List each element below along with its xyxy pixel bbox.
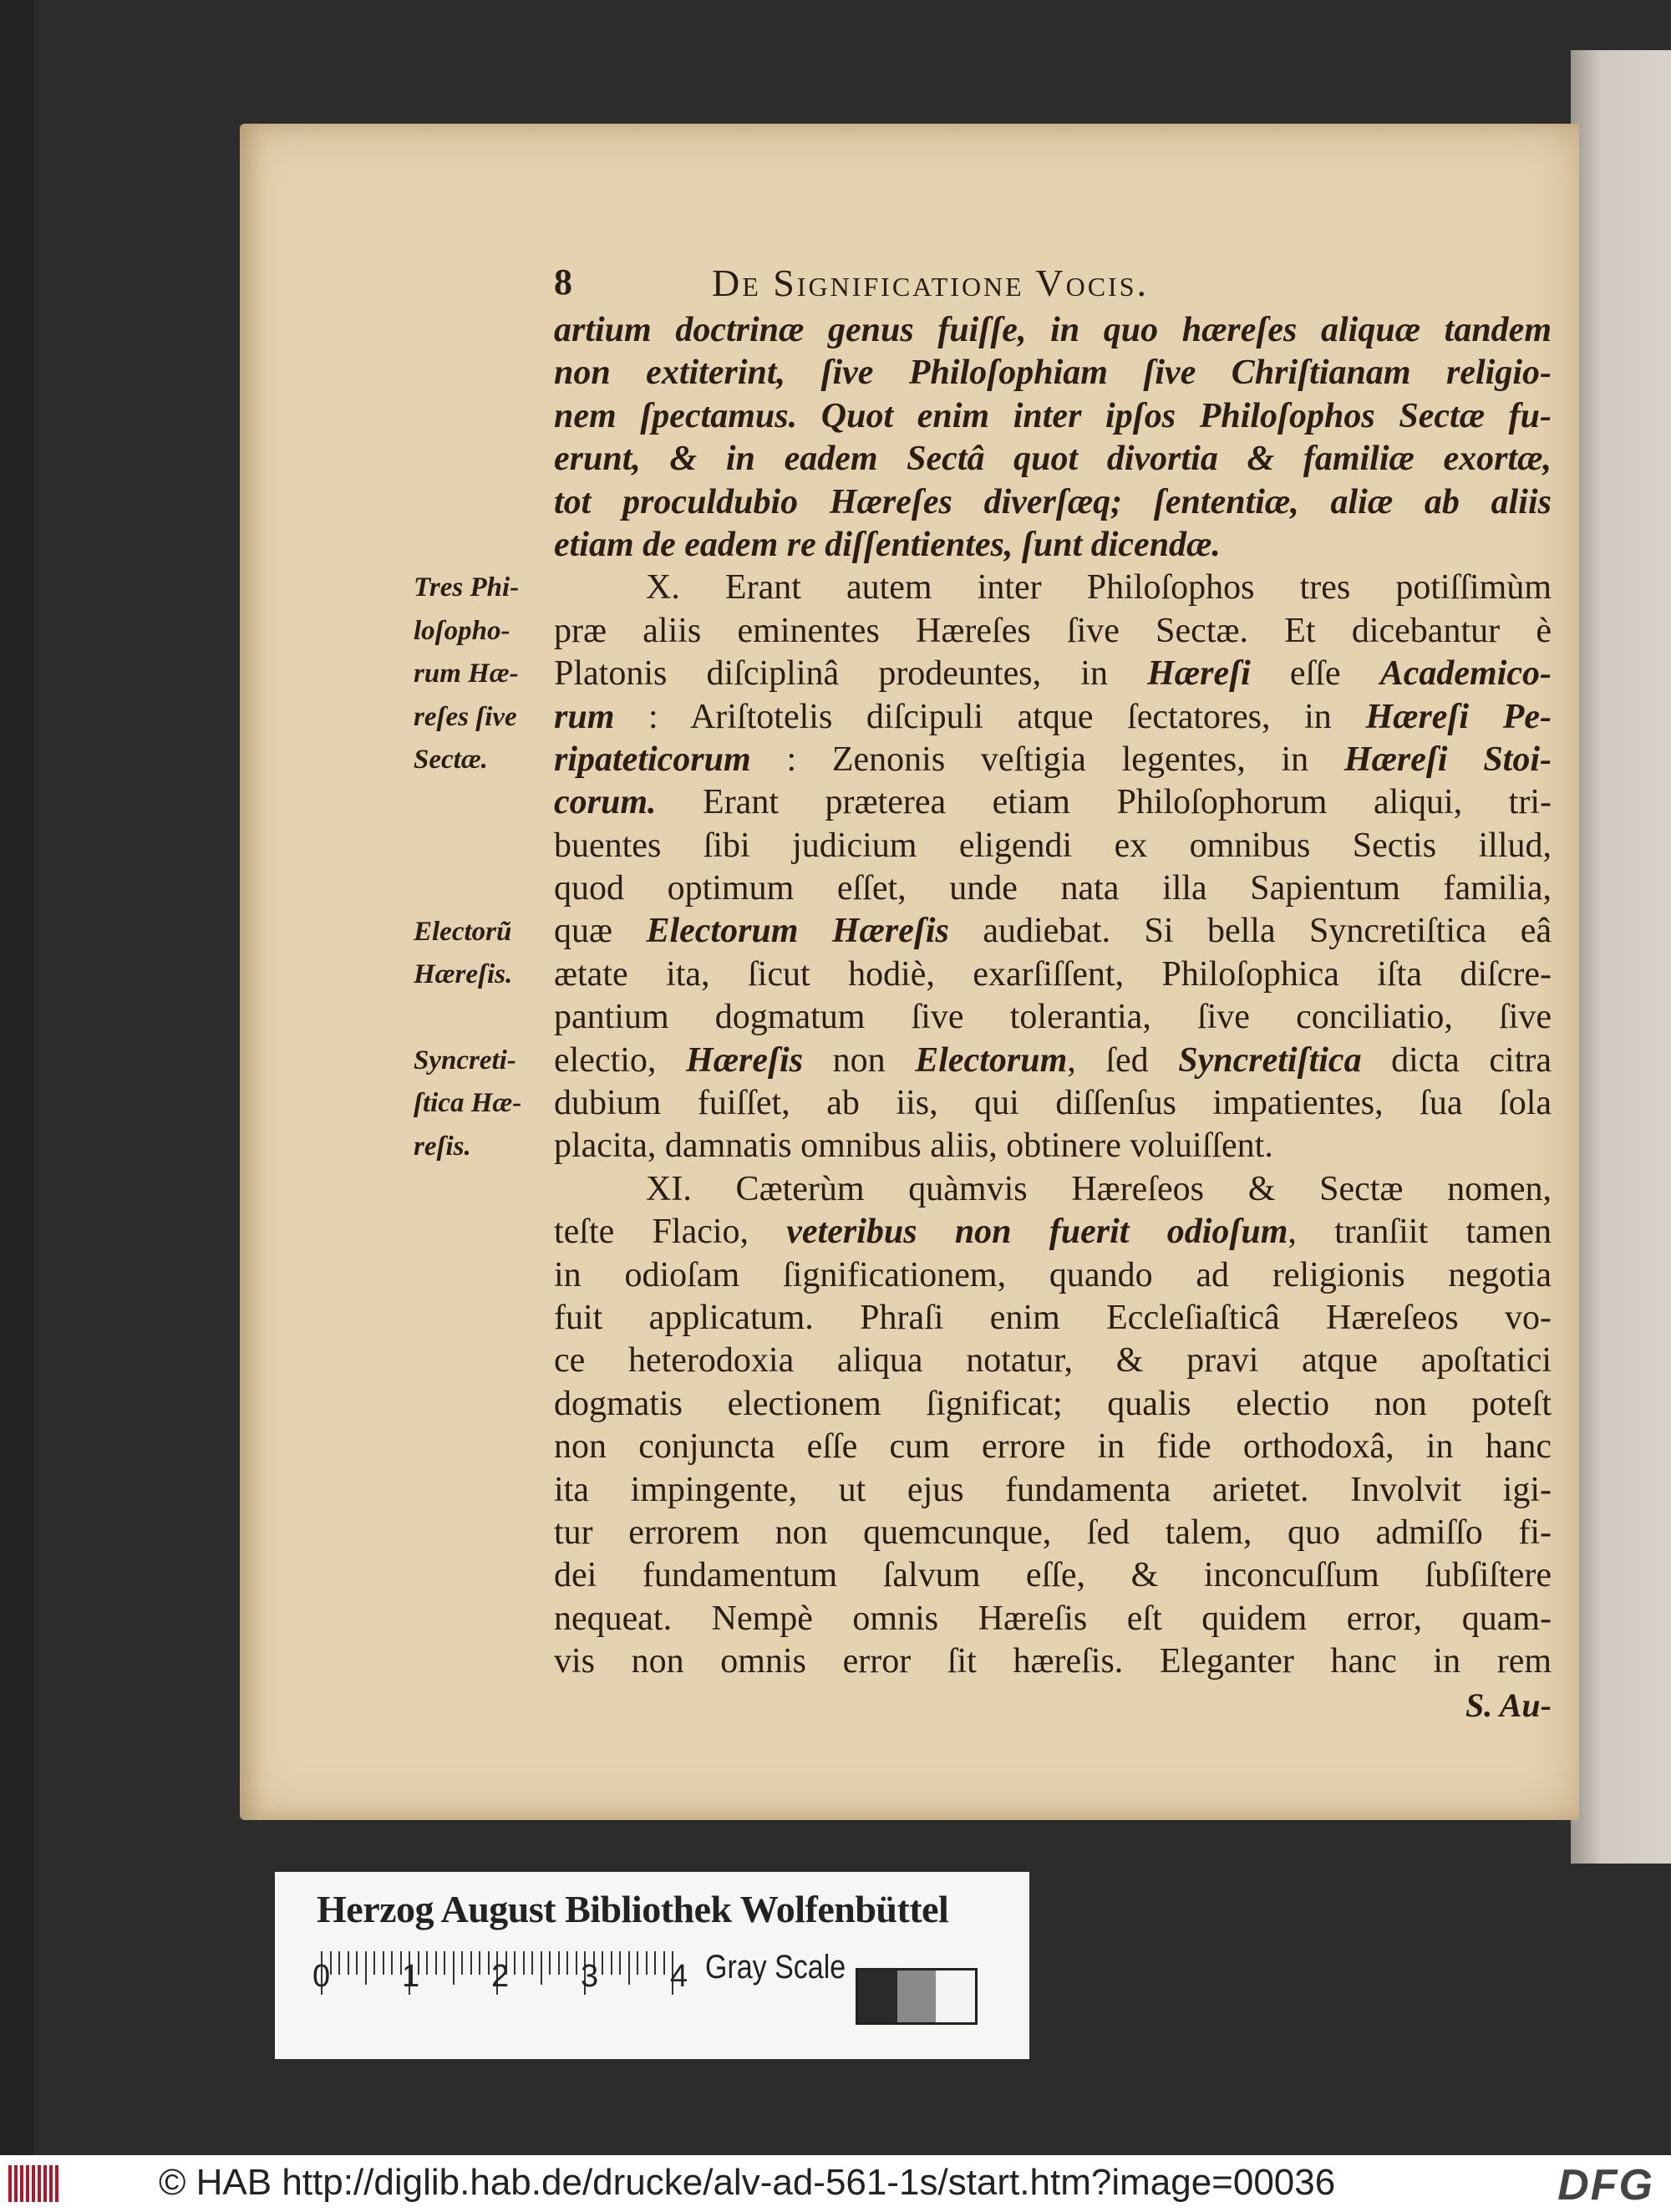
ruler-tick bbox=[663, 1951, 665, 1975]
ruler-tick bbox=[338, 1951, 340, 1975]
roman-text: , ſed bbox=[1067, 1040, 1179, 1080]
italic-text: ripateticorum bbox=[554, 740, 751, 779]
roman-text: teſte Flacio, bbox=[554, 1213, 787, 1252]
roman-text: placita, damnatis omnibus aliis, obtinere voluiſſent. bbox=[554, 1126, 1273, 1166]
margin-note: reſes ſive bbox=[414, 701, 517, 732]
text-line bbox=[554, 739, 1552, 781]
italic-text: nem ſpectamus. Quot enim inter ipſos Philoſophos Sectæ fu- bbox=[554, 396, 1552, 435]
margin-note: Sectæ. bbox=[414, 745, 488, 775]
ruler-tick bbox=[549, 1951, 551, 1975]
roman-text: quod optimum eſſet, unde nata illa Sapientum familia, bbox=[554, 869, 1552, 908]
text-line bbox=[554, 910, 1552, 953]
ruler-number: 3 bbox=[581, 1959, 599, 1994]
text-line bbox=[554, 1254, 1552, 1297]
ruler-tick bbox=[558, 1951, 560, 1975]
ruler-tick bbox=[444, 1951, 445, 1975]
roman-text: dei fundamentum ſalvum eſſe, & inconcuſſum ſubſiſtere bbox=[554, 1556, 1552, 1595]
text-line bbox=[554, 1598, 1552, 1640]
roman-text: quæ bbox=[554, 912, 647, 951]
ruler-tick bbox=[373, 1951, 375, 1975]
text-line bbox=[554, 1082, 1552, 1125]
roman-text: dubium fuiſſet, ab iis, qui diſſenſus impatientes, ſua ſola bbox=[554, 1084, 1552, 1123]
ruler-tick bbox=[383, 1951, 384, 1975]
text-line bbox=[554, 1125, 1552, 1167]
roman-text: in odioſam ſignificationem, quando ad religionis negotia bbox=[554, 1255, 1552, 1294]
italic-text: rum bbox=[554, 697, 615, 736]
scan-background bbox=[0, 0, 33, 2155]
text-line bbox=[554, 1340, 1552, 1382]
text-line bbox=[554, 481, 1552, 524]
ruler-tick bbox=[514, 1951, 516, 1975]
text-line bbox=[554, 1554, 1552, 1597]
italic-text: Hæreſi Stoi- bbox=[1343, 740, 1552, 779]
ruler-tick bbox=[365, 1951, 367, 1985]
ruler-tick bbox=[523, 1951, 525, 1975]
roman-text: Platonis diſciplinâ prodeuntes, in bbox=[554, 654, 1148, 694]
roman-text: fuit applicatum. Phraſi enim Eccleſiaſticâ Hæreſeos vo- bbox=[554, 1298, 1552, 1337]
italic-text: Hæreſi bbox=[1147, 654, 1251, 694]
ruler-tick bbox=[576, 1951, 577, 1975]
italic-text: Hæreſi Pe- bbox=[1365, 697, 1552, 736]
footer-bar bbox=[0, 2155, 1671, 2212]
italic-text: veteribus non fuerit odioſum bbox=[786, 1213, 1288, 1252]
ruler-tick bbox=[435, 1951, 437, 1975]
ruler-tick bbox=[628, 1951, 630, 1985]
ruler-tick bbox=[531, 1951, 533, 1975]
text-line bbox=[554, 438, 1552, 481]
margin-note: Hæreſis. bbox=[414, 959, 513, 989]
text-line bbox=[554, 653, 1552, 695]
text-line bbox=[554, 1297, 1552, 1340]
text-line bbox=[554, 567, 1552, 609]
text-line bbox=[554, 1211, 1552, 1253]
ruler-tick bbox=[348, 1951, 349, 1975]
margin-note: ſtica Hæ- bbox=[414, 1088, 522, 1119]
margin-note: Syncreti- bbox=[414, 1045, 516, 1075]
hab-logo-icon bbox=[8, 2165, 69, 2202]
library-name: Herzog August Bibliothek Wolfenbüttel bbox=[317, 1888, 949, 1930]
italic-text: etiam de eadem re diſſentientes, ſunt dicendæ. bbox=[554, 525, 1221, 564]
roman-text: ita impingente, ut ejus fundamenta arietet. Involvit igi- bbox=[554, 1470, 1552, 1509]
text-line bbox=[554, 610, 1552, 653]
roman-text: non conjuncta eſſe cum errore in fide orthodoxâ, in hanc bbox=[554, 1427, 1552, 1467]
gray-swatch bbox=[936, 1970, 975, 2022]
page-body-text bbox=[554, 309, 1552, 1726]
roman-text: non bbox=[803, 1040, 916, 1080]
page-header bbox=[554, 261, 1552, 311]
italic-text: corum. bbox=[554, 783, 657, 822]
roman-text: eſſe bbox=[1250, 654, 1380, 694]
gray-swatch bbox=[897, 1970, 937, 2022]
italic-text: non extiterint, ſive Philoſophiam ſive Chriſtianam religio- bbox=[554, 353, 1552, 393]
ruler-tick bbox=[646, 1951, 648, 1975]
color-calibration-card bbox=[275, 1872, 1029, 2059]
text-line bbox=[554, 1040, 1552, 1082]
text-line bbox=[554, 352, 1552, 394]
text-line bbox=[554, 1168, 1552, 1211]
ruler-tick bbox=[637, 1951, 638, 1975]
ruler-number: 4 bbox=[670, 1959, 688, 1994]
ruler-tick bbox=[566, 1951, 568, 1975]
ruler-tick bbox=[453, 1951, 455, 1985]
ruler-tick bbox=[479, 1951, 480, 1975]
text-line bbox=[554, 1469, 1552, 1512]
text-line bbox=[554, 309, 1552, 352]
running-title: De Significatione Vocis. bbox=[712, 262, 1150, 304]
text-line bbox=[554, 953, 1552, 996]
gray-scale-label: Gray Scale bbox=[705, 1949, 846, 1986]
text-line bbox=[554, 524, 1552, 567]
roman-text: præ aliis eminentes Hæreſes ſive Sectæ. Et dicebantur è bbox=[554, 611, 1552, 650]
margin-note: Tres Phi- bbox=[414, 572, 520, 603]
ruler-number: 2 bbox=[491, 1959, 510, 1994]
ruler-tick bbox=[541, 1951, 542, 1985]
roman-text: XI. Cæterùm quàmvis Hæreſeos & Sectæ nomen, bbox=[646, 1169, 1552, 1208]
catchword: S. Au- bbox=[1465, 1686, 1552, 1724]
text-line bbox=[554, 1383, 1552, 1426]
text-line bbox=[554, 781, 1552, 824]
roman-text: : Ariſtotelis diſcipuli atque ſectatores, in bbox=[614, 697, 1366, 736]
dfg-logo: DFG bbox=[1557, 2161, 1654, 2209]
ruler-number: 0 bbox=[312, 1959, 331, 1994]
roman-text: buentes ſibi judicium eligendi ex omnibus Sectis illud, bbox=[554, 826, 1552, 865]
gray-scale-swatches bbox=[856, 1968, 978, 2025]
margin-note: reſis. bbox=[414, 1131, 471, 1162]
roman-text: vis non omnis error ſit hæreſis. Eleganter hanc in rem bbox=[554, 1642, 1552, 1681]
margin-note: loſopho- bbox=[414, 615, 510, 646]
gray-swatch bbox=[858, 1970, 897, 2022]
roman-text: nequeat. Nempè omnis Hæreſis eſt quidem error, quam- bbox=[554, 1599, 1552, 1638]
roman-text: X. Erant autem inter Philoſophos tres potiſſimùm bbox=[646, 568, 1552, 608]
italic-text: tot proculdubio Hæreſes diverſæq; ſententiæ, aliæ ab aliis bbox=[554, 482, 1552, 521]
roman-text: ce heterodoxia aliqua notatur, & pravi atque apoſtatici bbox=[554, 1341, 1552, 1381]
ruler-tick bbox=[654, 1951, 656, 1975]
text-line bbox=[554, 696, 1552, 739]
ruler-number: 1 bbox=[402, 1959, 420, 1994]
roman-text: , tranſiit tamen bbox=[1288, 1213, 1552, 1252]
italic-text: artium doctrinæ genus fuiſſe, in quo hæreſes aliquæ tandem bbox=[554, 311, 1552, 349]
page-number: 8 bbox=[554, 262, 572, 303]
ruler-tick bbox=[488, 1951, 490, 1975]
italic-text: erunt, & in eadem Sectâ quot divortia & familiæ exortæ, bbox=[554, 440, 1552, 479]
roman-text: pantium dogmatum ſive tolerantia, ſive conciliatio, ſive bbox=[554, 998, 1552, 1037]
copyright-url[interactable]: © HAB http://diglib.hab.de/drucke/alv-ad-561-1s/start.htm?image=00036 bbox=[159, 2162, 1336, 2203]
text-line bbox=[554, 825, 1552, 867]
text-line bbox=[554, 395, 1552, 438]
ruler-tick bbox=[356, 1951, 358, 1975]
roman-text: dicta citra bbox=[1361, 1040, 1552, 1080]
text-line bbox=[554, 1640, 1552, 1683]
italic-text: Hæreſis bbox=[686, 1040, 804, 1080]
italic-text: Academico- bbox=[1379, 654, 1552, 694]
margin-note: rum Hæ- bbox=[414, 659, 519, 689]
ruler-tick bbox=[426, 1951, 428, 1975]
text-line bbox=[554, 867, 1552, 910]
ruler-tick bbox=[470, 1951, 472, 1975]
roman-text: dogmatis electionem ſignificat; qualis electio non poteſt bbox=[554, 1384, 1552, 1423]
roman-text: electio, bbox=[554, 1040, 687, 1080]
ruler-tick bbox=[461, 1951, 463, 1975]
roman-text: : Zenonis veſtigia legentes, in bbox=[750, 740, 1344, 779]
adjacent-page-edge bbox=[1571, 50, 1671, 1864]
text-line bbox=[554, 996, 1552, 1039]
text-line bbox=[554, 1512, 1552, 1554]
roman-text: ætate ita, ſicut hodiè, exarſiſſent, Philoſophica iſta diſcre- bbox=[554, 954, 1552, 994]
ruler-tick bbox=[602, 1951, 603, 1975]
roman-text: tur errorem non quemcunque, ſed talem, quo admiſſo fi- bbox=[554, 1513, 1552, 1552]
roman-text: audiebat. Si bella Syncretiſtica eâ bbox=[948, 912, 1552, 951]
italic-text: Syncretiſtica bbox=[1178, 1040, 1362, 1080]
margin-note: Electorũ bbox=[414, 916, 512, 947]
ruler-tick bbox=[611, 1951, 612, 1975]
italic-text: Electorum Hæreſis bbox=[646, 912, 949, 951]
italic-text: Electorum bbox=[915, 1040, 1068, 1080]
ruler-tick bbox=[619, 1951, 621, 1975]
text-line bbox=[554, 1426, 1552, 1468]
roman-text: Erant præterea etiam Philoſophorum aliqui, tri- bbox=[656, 783, 1552, 822]
ruler-tick bbox=[391, 1951, 393, 1975]
